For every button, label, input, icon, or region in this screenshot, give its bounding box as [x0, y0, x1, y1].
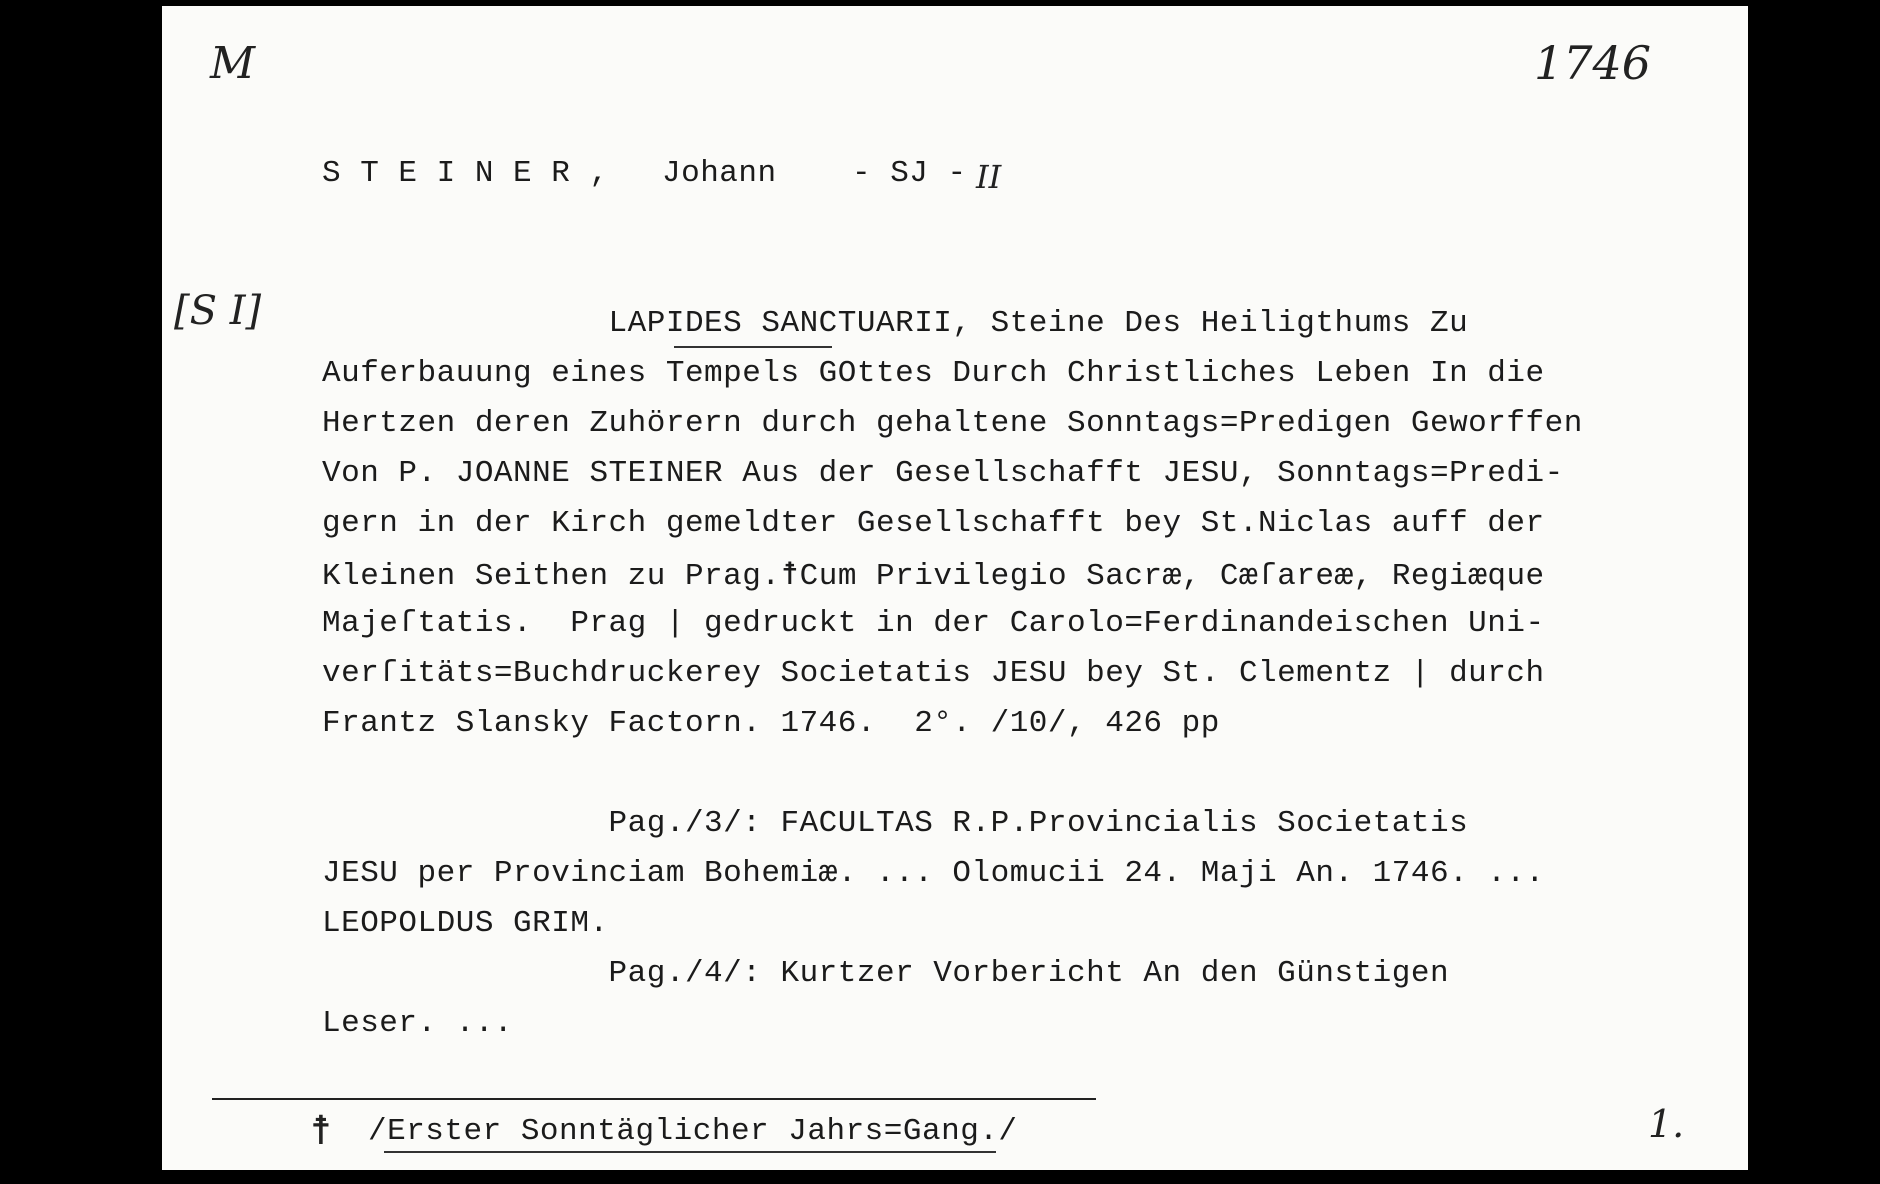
- handwritten-volume-note: II: [976, 158, 1002, 196]
- author-order: - SJ -: [852, 156, 967, 191]
- page-note-line: Leser. ...: [322, 1006, 514, 1041]
- card-number: 1.: [1648, 1102, 1685, 1146]
- page-note-line: JESU per Provinciam Bohemiæ. ... Olomucii 24. Maji An. 1746. ...: [322, 856, 1545, 891]
- handwritten-shelf-note: [S I]: [174, 288, 262, 334]
- page-note-line: LEOPOLDUS GRIM.: [322, 906, 609, 941]
- footnote-mark: ☨: [310, 1108, 332, 1154]
- page-note-line: Pag./4/: Kurtzer Vorbericht An den Günstigen: [322, 956, 1450, 991]
- title-transcription-line: gern in der Kirch gemeldter Gesellschafft bey St.Niclas auff der: [322, 506, 1545, 541]
- author-forename: Johann: [662, 156, 777, 191]
- corner-handwritten-mark: M: [210, 38, 256, 89]
- title-transcription-line: Von P. JOANNE STEINER Aus der Gesellschafft JESU, Sonntags=Predi-: [322, 456, 1564, 491]
- title-transcription-line: Kleinen Seithen zu Prag.☨Cum Privilegio Sacræ, Cæſareæ, Regiæque: [322, 559, 1545, 594]
- footnote-text: /Erster Sonntäglicher Jahrs=Gang./: [368, 1114, 1018, 1149]
- page-note-line: Pag./3/: FACULTAS R.P.Provincialis Societatis: [322, 806, 1469, 841]
- title-transcription-line: Majeſtatis. Prag | gedruckt in der Carolo=Ferdinandeischen Uni-: [322, 606, 1545, 641]
- footnote-separator: [212, 1098, 1096, 1100]
- title-underline: [674, 346, 832, 348]
- title-transcription-line: Frantz Slansky Factorn. 1746. 2°. /10/, 426 pp: [322, 706, 1220, 741]
- title-transcription-line: LAPIDES SANCTUARII, Steine Des Heiligthums Zu: [322, 306, 1469, 341]
- handwritten-year-note: 1746: [1534, 36, 1652, 90]
- title-transcription-line: Auferbauung eines Tempels GOttes Durch Christliches Leben In die: [322, 356, 1545, 391]
- catalog-card: [162, 6, 1748, 1170]
- title-transcription-line: Hertzen deren Zuhörern durch gehaltene Sonntags=Predigen Geworffen: [322, 406, 1583, 441]
- footnote-underline: [384, 1151, 996, 1153]
- title-transcription-line: verſitäts=Buchdruckerey Societatis JESU bey St. Clementz | durch: [322, 656, 1545, 691]
- author-surname: S T E I N E R ,: [322, 156, 609, 191]
